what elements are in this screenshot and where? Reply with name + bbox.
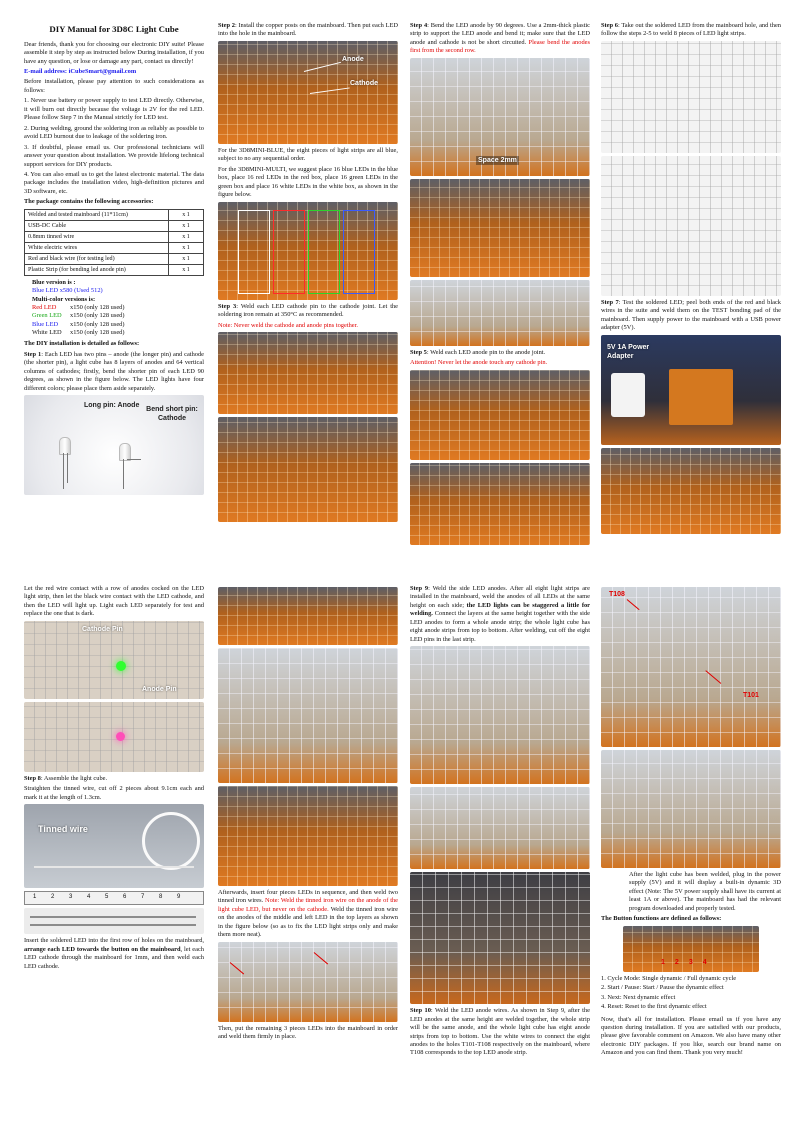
- note-4: 4. You can also email us to get the latest electronic material. The data package includes the installation video, high-definition pictures and 3D software, etc.: [24, 170, 204, 195]
- multi-version-green: [24, 312, 204, 320]
- wire-pieces-photo: [24, 908, 204, 934]
- package-item: 0.8mm tinned wire: [25, 231, 169, 242]
- package-item: White electric wires: [25, 242, 169, 253]
- table-row: [25, 220, 204, 231]
- lit-led-icon: [116, 661, 126, 671]
- table-row: [25, 231, 204, 242]
- step-10-text: [410, 1007, 590, 1058]
- wire-icon: [34, 866, 194, 868]
- step-2-blue-note: For the 3D8MINI-BLUE, the eight pieces of light strips are all blue, subject to no any sequential order.: [218, 146, 398, 163]
- multi-version-red: [24, 304, 204, 312]
- led-color-name: White LED: [32, 328, 62, 336]
- column-2-top: [218, 22, 398, 570]
- column-3-bottom: [410, 585, 590, 1110]
- step-4-photo-3: [410, 280, 590, 346]
- step-4-warning: Please bend the anodes first from the second row.: [410, 38, 590, 55]
- intro-text: Dear friends, thank you for choosing our electronic DIY suite! Please assemble it step by step as instructed below During installation, if you have any question, or lose or damage any part, contact us directly!: [24, 40, 204, 65]
- strip-board-photo: [218, 786, 398, 886]
- note-3: 3. If doubtful, please email us. Our professional technicians will answer your question about installation. We provide lifelong technical support services for DIY products.: [24, 143, 204, 168]
- step-1-text: [24, 351, 204, 393]
- step-2-multi-note: For the 3D8MINI-MULTI, we suggest place 16 blue LEDs in the blue box, place 16 red LEDs in the red box, place 16 green LEDs in the green box and place 16 white LEDs in the white box, as shown in the figure below.: [218, 165, 398, 199]
- ruler-mark: 6: [123, 894, 127, 901]
- button-3-label[interactable]: 3: [688, 959, 693, 967]
- step-body: : Install the copper posts on the mainboard. Then put each LED into the hole in the mainboard.: [218, 22, 398, 38]
- button-2-label[interactable]: 2: [674, 959, 679, 967]
- column-4-top: [601, 22, 781, 570]
- package-item: Red and black wire (for testing led): [25, 253, 169, 264]
- step-body: : Assemble the light cube.: [40, 774, 108, 782]
- cube-closeup-photo: [601, 750, 781, 868]
- wire-coil-icon: [142, 812, 200, 870]
- package-item: Welded and tested mainboard (11*11cm): [25, 209, 169, 220]
- note-2: 2. During welding, ground the soldering iron as reliably as possible to avoid LED burnout due to leakage of the soldering iron.: [24, 124, 204, 141]
- step-4-photo-2: [410, 179, 590, 277]
- closing-text: Now, that's all for installation. Please email us if you have any question during installation. If you are satisfied with our products, please give favorable comment on Amazon. We also have many other electronic DIY packages. If you like, search our brand name on Amazon and you can find them. Thank you very much!: [601, 1015, 781, 1057]
- ruler-mark: 4: [87, 894, 91, 901]
- arrow-icon: [230, 962, 244, 974]
- step-7-text: [601, 299, 781, 333]
- arrow-icon: [310, 87, 350, 94]
- led-test-text: Let the red wire contact with a row of anodes cocked on the LED light strip, then let the black wire contact with the LED cathode, and then the LED will light up. Light each LED separately for test and replace the one that is dark.: [24, 585, 204, 618]
- diy-heading: The DIY installation is detailed as follows:: [24, 340, 140, 348]
- button-heading: The Button functions are defined as follows:: [601, 915, 722, 923]
- blue-version-line: Blue LED x580 (Used 512): [32, 287, 103, 295]
- step-9-detail: Connect the layers at the same height together with the side LED anodes to form a whole anode strip; the whole light cube has eight anode strips from top to bottom. After welding, cut off the eight LED pins in the last strip.: [410, 610, 590, 643]
- led-count: x150 (only 128 used): [70, 328, 125, 336]
- pin-icon: [127, 459, 141, 460]
- step-body: : Weld each LED cathode pin to the cathode joint. Let the soldering iron remain at 350°C as recommended.: [218, 302, 398, 319]
- after-welded-text: After the light cube has been welded, plug in the power supply (5V) and it will display a built-in dynamic 3D effect (Note: The 5V power supply shall have its current at least 1A or above). The mainboard has had the relevant program downloaded and properly tested.: [629, 871, 781, 912]
- step-label: Step 9: [410, 585, 429, 592]
- table-row: [25, 242, 204, 253]
- package-table: [24, 209, 204, 276]
- step-9-photo-1: [410, 646, 590, 784]
- multi-version-heading: Multi-color versions is:: [32, 295, 96, 303]
- insert-led-text: [24, 937, 204, 971]
- insert-text-b: arrange each LED towards the button on the mainboard: [24, 945, 181, 953]
- button-numbers: [661, 958, 707, 967]
- led-count: x150 (only 128 used): [70, 303, 125, 311]
- led-straight-icon: [59, 437, 71, 455]
- list-item: 3. Next: Next dynamic effect: [601, 993, 676, 1001]
- package-heading: The package contains the following accessories:: [24, 198, 154, 206]
- step-6-photo-2: [601, 156, 781, 296]
- bend-pin-label: Bend short pin: Cathode: [146, 405, 198, 423]
- list-item: 1. Cycle Mode: Single dynamic / Full dynamic cycle: [601, 974, 737, 982]
- blue-box: [343, 210, 375, 294]
- step-label: Step 10: [410, 1007, 431, 1015]
- afterwards-body: Afterwards, insert four pieces LEDs in sequence, and then weld two tinned iron wires.: [218, 889, 398, 905]
- package-qty: x 1: [169, 253, 204, 264]
- step-7-photo-power: [601, 335, 781, 445]
- multi-version-white: [24, 329, 204, 337]
- color-boxes-photo: [218, 202, 398, 300]
- step-5-warning: Attention! Never let the anode touch any cathode pin.: [410, 359, 548, 367]
- step-body: : Bend the LED anode by 90 degrees. Use a 2mm-thick plastic strip to support the LED anode and bend it; make sure that the LED anode and cathode is not be short circuited.: [410, 22, 590, 46]
- package-qty: x 1: [169, 220, 204, 231]
- led-count: x150 (only 128 used): [70, 312, 125, 320]
- blue-version-heading: Blue version is :: [32, 278, 76, 286]
- step-3-warning: Note: Never weld the cathode and anode pins together.: [218, 321, 359, 329]
- power-adapter-icon: [611, 373, 645, 417]
- step-body: : Weld the side LED anodes. After all eight light strips are installed in the mainboard, weld the anodes of all LEDs at the same height on each side;: [410, 585, 590, 609]
- table-row: [25, 264, 204, 275]
- led-test-photo-2: [24, 702, 204, 772]
- package-qty: x 1: [169, 264, 204, 275]
- then-text: Then, put the remaining 3 pieces LEDs into the mainboard in order and weld them firmly in place.: [218, 1024, 398, 1041]
- step-body: : Weld each LED anode pin to the anode joint.: [426, 348, 546, 356]
- white-box: [238, 210, 270, 294]
- multi-version-blue: [24, 321, 204, 329]
- note-1: 1. Never use battery or power supply to test LED directly. Otherwise, it will burn out directly because the voltage is 2V for the red LED. Please follow Step 7 in the Manual strictly for LED test.: [24, 97, 204, 122]
- package-item: USB-DC Cable: [25, 220, 169, 231]
- strip-assembly-photo: [218, 648, 398, 783]
- insert-text-c: , let each LED cathode through the mainboard for 1mm, and then weld each LED cathode.: [24, 945, 204, 970]
- step-label: Step 3: [218, 302, 237, 310]
- tinned-wire-photo: [24, 804, 204, 888]
- step-5-photo-1: [410, 370, 590, 460]
- t108-label: T108: [609, 591, 625, 598]
- lit-led-icon: [116, 732, 125, 741]
- package-item: Plastic Strip (for bending led anode pin): [25, 264, 169, 275]
- wire-icon: [30, 916, 196, 918]
- step-body: : Weld the LED anode wires. As shown in Step 9, after the LED anodes at the same height are welded together, the whole strip will be the same anode, and the whole light cube has eight anode strips from top to bottom. Use the white wires to connect the eight anodes to the holes T101-T108 respectively on the mainboard, where T108 corresponds to the top LED anode strip.: [410, 1007, 590, 1057]
- column-3-top: [410, 22, 590, 570]
- tinned-wire-label: Tinned wire: [38, 824, 88, 835]
- t101-label: T101: [743, 692, 759, 699]
- arrow-icon: [627, 599, 640, 610]
- led-color-name: Red LED: [32, 303, 57, 311]
- list-item: 2. Start / Pause: Start / Pause the dynamic effect: [601, 984, 724, 992]
- arrow-icon: [304, 62, 341, 72]
- step-label: Step 1: [24, 350, 42, 358]
- column-1-bottom: [24, 585, 204, 1110]
- wire-icon: [30, 924, 196, 926]
- pin-icon: [63, 453, 64, 489]
- step-5-text: [410, 349, 590, 357]
- step-8-detail: Straighten the tinned wire, cut off 2 pieces about 9.1cm each and mark it at the length of 1.3cm.: [24, 785, 204, 801]
- list-item: 4. Reset: Reset to the first dynamic effect: [601, 1003, 707, 1011]
- table-row: [25, 253, 204, 264]
- step-4-text: [410, 22, 590, 56]
- anode-label: Anode: [342, 55, 364, 63]
- led-color-name: Green LED: [32, 312, 62, 320]
- column-2-bottom: [218, 585, 398, 1110]
- step-label: Step 2: [218, 22, 235, 29]
- first-row-photo: [218, 587, 398, 645]
- led-pins-photo: [24, 395, 204, 495]
- manual-title: DIY Manual for 3D8C Light Cube: [49, 24, 179, 34]
- red-box: [273, 210, 305, 294]
- step-2-text: [218, 22, 398, 39]
- pin-icon: [123, 459, 124, 489]
- ruler-mark: 2: [51, 894, 55, 901]
- step-3-text: [218, 303, 398, 320]
- step-label: Step 8: [24, 774, 41, 782]
- considerations-intro: Before installation, please pay attention to such considerations as follows:: [24, 78, 204, 94]
- package-qty: x 1: [169, 242, 204, 253]
- ruler: [24, 891, 204, 905]
- step-2-photo: [218, 41, 398, 144]
- step-body: : Test the soldered LED; peel both ends of the red and black wires in the suite and weld them on the TEST bonding pad of the mainboard. Then supply power to the mainboard with a USB power adapter (5V).: [601, 298, 781, 332]
- email-address[interactable]: E-mail address: iCubeSmart@gmail.com: [24, 67, 137, 75]
- ruler-mark: 1: [33, 894, 37, 901]
- step-label: Step 4: [410, 22, 428, 29]
- tinned-wire-weld-photo: [218, 942, 398, 1022]
- ruler-mark: 9: [177, 894, 181, 901]
- space-label: Space 2mm: [478, 156, 517, 164]
- mainboard-icon: [669, 369, 733, 425]
- column-1-top: [24, 22, 204, 570]
- step-6-photo-1: [601, 41, 781, 153]
- long-pin-label: Long pin: Anode: [84, 401, 140, 409]
- arrow-icon: [314, 952, 328, 964]
- step-label: Step 5: [410, 348, 427, 356]
- step-5-photo-2: [410, 463, 590, 545]
- ruler-mark: 8: [159, 894, 163, 901]
- table-row: [25, 209, 204, 220]
- afterwards-warning: Note: Weld the tinned iron wire on the anode of the light cube LED, but never on the cathode.: [218, 897, 398, 913]
- green-box: [308, 210, 340, 294]
- ruler-mark: 5: [105, 894, 109, 901]
- button-1-label[interactable]: 1: [661, 959, 665, 967]
- button-functions-list: [601, 975, 781, 1012]
- step-6-text: [601, 22, 781, 39]
- ruler-mark: 7: [141, 894, 145, 901]
- step-9-text: [410, 585, 590, 644]
- led-count: x150 (only 128 used): [70, 320, 125, 328]
- power-adapter-label: 5V 1A Power Adapter: [607, 343, 650, 360]
- afterwards-text: [218, 889, 398, 940]
- step-label: Step 7: [601, 298, 619, 306]
- step-9-photo-3: [410, 872, 590, 1004]
- step-body: : Take out the soldered LED from the mainboard hole, and then follow the steps 2-5 to weld 8 pieces of LED light strips.: [601, 22, 781, 38]
- led-test-photo-1: [24, 621, 204, 699]
- column-4-bottom: [601, 585, 781, 1110]
- package-qty: x 1: [169, 231, 204, 242]
- arrow-icon: [705, 670, 721, 684]
- finished-cube-photo: [601, 587, 781, 747]
- step-8-text: [24, 775, 204, 783]
- step-3-photo-2: [218, 417, 398, 522]
- step-3-photo-1: [218, 332, 398, 414]
- cathode-label: Cathode: [350, 79, 378, 87]
- button-4-label[interactable]: 4: [702, 959, 707, 967]
- anode-pin-label: Anode Pin: [142, 685, 177, 693]
- package-qty: x 1: [169, 209, 204, 220]
- step-4-photo-1: [410, 58, 590, 176]
- pin-icon: [67, 453, 68, 483]
- step-label: Step 6: [601, 22, 618, 29]
- step-body: : Each LED has two pins – anode (the longer pin) and cathode (the shorter pin), a light cube has 8 layers of anodes and 64 vertical columns of cathodes; firstly, bend the shorter pin of each LED 90 degrees, as shown in the figure below. The LED lights have four different colors; please place them aside separately.: [24, 350, 204, 392]
- step-9-photo-2: [410, 787, 590, 869]
- insert-text-a: Insert the soldered LED into the first row of holes on the mainboard,: [24, 937, 204, 945]
- step-9-emphasis: the LED lights can be staggered a little for welding.: [410, 601, 590, 618]
- ruler-mark: 3: [69, 894, 73, 901]
- step-7-photo-closeup: [601, 448, 781, 534]
- afterwards-detail: Weld the tinned iron wire on the anodes of the middle and left LED in the top layers as shown in the figure below (so as to fix the LED light strips only and make them more neat).: [218, 905, 398, 939]
- cathode-pin-label: Cathode Pin: [82, 625, 123, 633]
- buttons-photo: [623, 926, 759, 972]
- led-color-name: Blue LED: [32, 320, 59, 328]
